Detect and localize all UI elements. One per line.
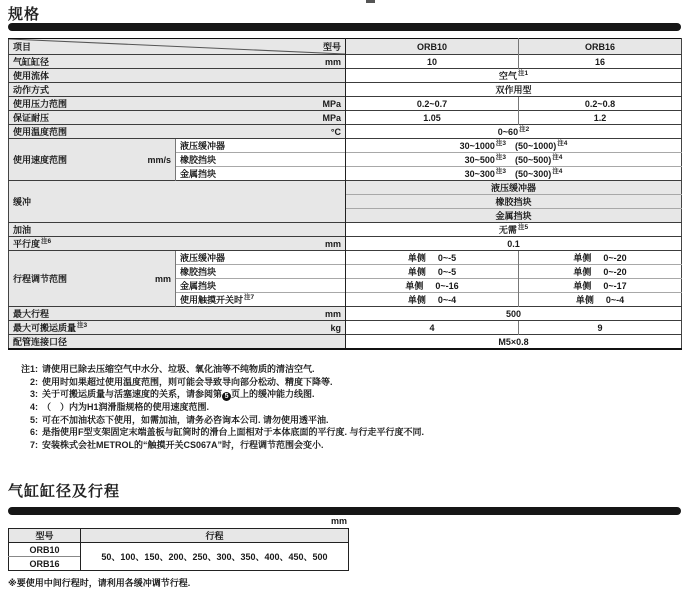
bore-stroke-section-title: 气缸缸径及行程 xyxy=(8,483,121,500)
row-proof xyxy=(9,111,682,125)
note-2: 2: 使用时如果超过使用温度范围，则可能会导致导向部分松动、精度下降等. xyxy=(29,376,333,387)
note-1: 注1: 请使用已除去压缩空气中水分、垃圾、氧化油等不纯物质的清洁空气. xyxy=(20,364,315,374)
row-port xyxy=(9,335,682,350)
spec-table xyxy=(8,38,682,350)
footer-note: ※要使用中间行程时，请利用各缓冲调节行程. xyxy=(8,578,191,588)
fluid-note-ref: 注1 xyxy=(517,70,529,77)
row-maxload xyxy=(9,321,682,335)
adjust-sub-touchswitch: 使用触摸开关时$^{注7}$ xyxy=(176,293,346,307)
speed-sub-hydraulic: 液压缓冲器 xyxy=(176,139,346,153)
port-label: 配管连接口径 xyxy=(9,335,346,350)
adjust-orb10-hydraulic: 单侧 0~-5 xyxy=(346,251,519,265)
adjust-orb10-metal: 单侧 0~-16 xyxy=(346,279,519,293)
adjust-orb10-rubber: 单侧 0~-5 xyxy=(346,265,519,279)
note-5: 5: 可在不加油状态下使用，如需加油，请务必咨询本公司. 请勿使用透平油. xyxy=(29,414,329,425)
pressure-unit: MPa xyxy=(322,98,341,109)
stroke-row-orb10 xyxy=(9,543,349,557)
notes-block xyxy=(8,363,424,451)
row-cushion-1 xyxy=(9,181,682,195)
stroke-model-orb10: ORB10 xyxy=(9,543,81,557)
oil-value: 无需$^{注5}$ xyxy=(346,223,682,237)
stroke-header-stroke: 行程 xyxy=(81,529,349,543)
header-item-model-cell xyxy=(9,39,346,55)
temp-unit: °C xyxy=(330,126,341,137)
bore-orb10: 10 xyxy=(346,55,519,69)
proof-label: 保证耐压 xyxy=(13,113,50,123)
parallel-unit: mm xyxy=(324,238,341,249)
adjust-sub-rubber: 橡胶挡块 xyxy=(176,265,346,279)
row-parallel xyxy=(9,237,682,251)
adjust-orb16-rubber: 单侧 0~-20 xyxy=(519,265,682,279)
fluid-label: 使用流体 xyxy=(9,69,346,83)
adjust-sub-hydraulic: 液压缓冲器 xyxy=(176,251,346,265)
adjust-unit: mm xyxy=(154,273,171,284)
maxstroke-value: 500 xyxy=(346,307,682,321)
speed-sub-metal: 金属挡块 xyxy=(176,167,346,181)
maxload-label: 最大可搬运质量$^{注3}$ xyxy=(13,322,88,333)
note-4: 4: （ ）内为H1润滑脂规格的使用速度范围. xyxy=(29,402,210,412)
spec-section-title: 规格 xyxy=(8,6,41,23)
spec-header-row xyxy=(9,39,682,55)
speed-label: 使用速度范围 xyxy=(13,155,68,165)
row-bore xyxy=(9,55,682,69)
proof-unit: MPa xyxy=(322,112,341,123)
row-pressure xyxy=(9,97,682,111)
note-3: 3: 关于可搬运质量与活塞速度的关系，请参阅第 5 页上的缓冲能力线图. xyxy=(29,389,315,400)
stroke-header-model: 型号 xyxy=(9,529,81,543)
adjust-orb16-metal: 单侧 0~-17 xyxy=(519,279,682,293)
section-divider-bar-2 xyxy=(8,507,681,515)
temp-value: 0~60$^{注2}$ xyxy=(346,125,682,139)
parallel-value: 0.1 xyxy=(346,237,682,251)
action-value: 双作用型 xyxy=(346,83,682,97)
cropped-fragment xyxy=(366,0,375,3)
row-maxstroke xyxy=(9,307,682,321)
adjust-orb16-touchswitch: 单侧 0~-4 xyxy=(519,293,682,307)
pressure-orb10: 0.2~0.7 xyxy=(346,97,519,111)
stroke-table xyxy=(8,528,349,571)
cushion-option-metal: 金属挡块 xyxy=(346,209,682,223)
parallel-label: 平行度$^{注6}$ xyxy=(13,238,52,249)
speed-value-metal: 30~300$^{注3}$ (50~300)$^{注4}$ xyxy=(346,167,682,181)
speed-sub-rubber: 橡胶挡块 xyxy=(176,153,346,167)
header-orb10: ORB10 xyxy=(346,39,519,55)
temp-note-ref: 注2 xyxy=(519,125,530,133)
bore-unit: mm xyxy=(324,56,341,67)
row-temp xyxy=(9,125,682,139)
port-value: M5×0.8 xyxy=(346,335,682,350)
page-number-badge: 5 xyxy=(222,392,231,401)
bore-label: 气缸缸径 xyxy=(13,57,50,67)
header-model-label: 型号 xyxy=(322,42,341,52)
oil-note-ref: 注5 xyxy=(517,224,529,231)
maxload-unit: kg xyxy=(330,322,341,333)
pressure-orb16: 0.2~0.8 xyxy=(519,97,682,111)
speed-value-hydraulic: 30~1000$^{注3}$ (50~1000)$^{注4}$ xyxy=(346,139,682,153)
pressure-label: 使用压力范围 xyxy=(13,99,68,109)
adjust-orb10-touchswitch: 单侧 0~-4 xyxy=(346,293,519,307)
maxload-orb10: 4 xyxy=(346,321,519,335)
section-divider-bar xyxy=(8,23,681,31)
row-oil xyxy=(9,223,682,237)
proof-orb16: 1.2 xyxy=(519,111,682,125)
cushion-label: 缓冲 xyxy=(9,181,346,223)
row-speed-1 xyxy=(9,139,682,153)
row-action xyxy=(9,83,682,97)
oil-label: 加油 xyxy=(9,223,346,237)
maxstroke-label: 最大行程 xyxy=(13,309,50,319)
adjust-label: 行程调节范围 xyxy=(13,274,68,284)
maxstroke-unit: mm xyxy=(324,308,341,319)
proof-orb10: 1.05 xyxy=(346,111,519,125)
stroke-values: 50、100、150、200、250、300、350、400、450、500 xyxy=(81,543,349,571)
stroke-model-orb16: ORB16 xyxy=(9,557,81,571)
temp-label: 使用温度范围 xyxy=(13,127,68,137)
bore-orb16: 16 xyxy=(519,55,682,69)
speed-unit: mm/s xyxy=(147,154,171,165)
cushion-option-hydraulic: 液压缓冲器 xyxy=(346,181,682,195)
action-label: 动作方式 xyxy=(9,83,346,97)
header-item-label: 项目 xyxy=(13,42,32,52)
stroke-table-unit: mm xyxy=(330,516,347,526)
fluid-value: 空气$^{注1}$ xyxy=(346,69,682,83)
header-orb16: ORB16 xyxy=(519,39,682,55)
note-6: 6: 是指使用F型支架固定末端盖板与缸筒时的滑台上面相对于本体底面的平行度. 与行走平行度不同. xyxy=(29,427,425,437)
speed-value-rubber: 30~500$^{注3}$ (50~500)$^{注4}$ xyxy=(346,153,682,167)
cushion-option-rubber: 橡胶挡块 xyxy=(346,195,682,209)
note-7: 7: 安装株式会社METROL的“触摸开关CS067A”时，行程调节范围会变小. xyxy=(29,439,324,450)
stroke-header-row xyxy=(9,529,349,543)
row-adjust-1 xyxy=(9,251,682,265)
adjust-sub-metal: 金属挡块 xyxy=(176,279,346,293)
adjust-orb16-hydraulic: 单侧 0~-20 xyxy=(519,251,682,265)
row-fluid xyxy=(9,69,682,83)
maxload-orb16: 9 xyxy=(519,321,682,335)
